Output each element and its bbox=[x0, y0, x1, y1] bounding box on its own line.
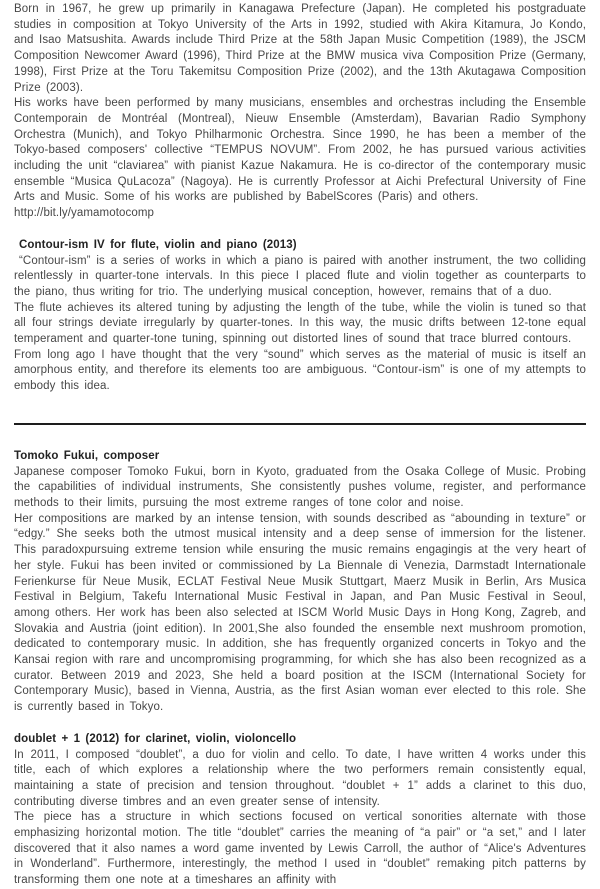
yamamoto-bio-url: http://bit.ly/yamamotocomp bbox=[14, 207, 155, 220]
yamamoto-bio-paragraph-1: Born in 1967, he grew up primarily in Kanagawa Prefecture (Japan). He completed his postgraduate studies in composition at Tokyo University of the Arts in 1992, studied with Akira Kitamura, Jo Kondo, and Isao Matsushita. Awards include Third Prize at the 58th Japan Music Competition (1989), the JSCM Composition Newcomer Award (1996), Third Prize at the BMW musica viva Composition Prize (Germany, 1998), First Prize at the Toru Takemitsu Composition Prize (2002), and the 13th Akutagawa Composition Prize (2003). bbox=[14, 3, 586, 94]
doublet-note-paragraph-1: In 2011, I composed “doublet”, a duo for violin and cello. To date, I have written 4 works under this title, each of which explores a relationship where the two performers remain consistently equal, maintaining a state of precision and tension throughout. “doublet + 1” adds a clarinet to this duo, contributing diverse timbres and an even greater sense of intensity. bbox=[14, 748, 586, 808]
fukui-bio-paragraph-2: Her compositions are marked by an intense tension, with sounds described as “abounding in texture” or “edgy.” She seeks both the utmost musical intensity and a deep sense of immersion for the listener. This paradoxpursuing extreme tension while ensuring the music remains engagingis at the very heart of her style. Fukui has been invited or commissioned by La Biennale di Venezia, Darmstadt Internationale Ferienkurse für Neue Musik, ECLAT Festival Neue Musik Stuttgart, Maerz Musik in Berlin, Ars Musica Festival in Belgium, Takefu International Music Festival in Japan, and Pan Music Festival in Seoul, among others. Her work has been also selected at ISCM World Music Days in Hong Kong, Zagreb, and Slovakia and Austria (joint edition). In 2001,She also founded the ensemble next mushroom promotion, dedicated to contemporary music. In addition, she has frequently organized concerts in Tokyo and the Kansai region with rare and uncompromising programming, for which she has also been recognized as a curator. Between 2019 and 2023, She held a board position at the ISCM (International Society for Contemporary Music), based in Vienna, Austria, as the first Asian woman ever elected to this role. She is currently based in Tokyo. bbox=[14, 512, 586, 714]
contourism-note-paragraph-2: The flute achieves its altered tuning by adjusting the length of the tube, while the violin is tuned so that all four strings deviate irregularly by quarter-tones. In this way, the music drifts between 12-tone equal temperament and quarter-tone tuning, spinning out distorted lines of sound that trace blurred contours. bbox=[14, 301, 586, 346]
doublet-note-paragraph-2: The piece has a structure in which sections focused on vertical sonorities alternate with those emphasizing horizontal motion. The title “doublet” carries the meaning of “a pair” or “a set,” and I later discovered that it also names a word game invented by Lewis Carroll, the author of “Alice's Adventures in Wonderland”. Furthermore, interestingly, the method I used in “doublet” remaking pitch patterns by transforming them one note at a timeshares an affinity with bbox=[14, 811, 586, 887]
work-title-doublet: doublet + 1 (2012) for clarinet, violin, violoncello bbox=[14, 732, 297, 745]
section-divider bbox=[14, 423, 586, 425]
fukui-bio-paragraph-1: Japanese composer Tomoko Fukui, born in Kyoto, graduated from the Osaka College of Music. Probing the capabilities of individual instruments, She consistently pushes volume, register, and performance methods to their limits, pursuing the most extreme ranges of tone color and noise. bbox=[14, 465, 586, 509]
contourism-note-paragraph-3: From long ago I have thought that the very “sound” which serves as the material of music is itself an amorphous entity, and therefore its elements too are ambiguous. “Contour-ism” is one of my attempts to embody this idea. bbox=[14, 348, 586, 393]
work-title-contourism: Contour-ism IV for flute, violin and piano (2013) bbox=[19, 238, 297, 251]
yamamoto-bio-paragraph-2: His works have been performed by many musicians, ensembles and orchestras including the Ensemble Contemporain de Montréal (Montreal), Nieuw Ensemble (Amsterdam), Bavarian Radio Symphony Orchestra (Munich), and Tokyo Philharmonic Orchestra. Since 1990, he has been a member of the Tokyo-based composers' collective “TEMPUS NOVUM”. From 2002, he has pursued various activities including the unit “claviarea” with pianist Kazue Nakamura. He is co-director of the contemporary music ensemble “Musica QuLacoza” (Nagoya). He is currently Professor at Aichi Prefectural University of Fine Arts and Music. Some of his works are published by BabelScores (Paris) and others. bbox=[14, 97, 586, 204]
contourism-note-paragraph-1: “Contour-ism” is a series of works in which a piano is paired with another instrument, the two colliding relentlessly in quarter-tone intervals. In this piece I placed flute and violin together as counterparts to the piano, thus writing for trio. The underlying musical conception, however, remains that of a duo. bbox=[14, 254, 586, 298]
composer-title-fukui: Tomoko Fukui, composer bbox=[14, 449, 160, 462]
